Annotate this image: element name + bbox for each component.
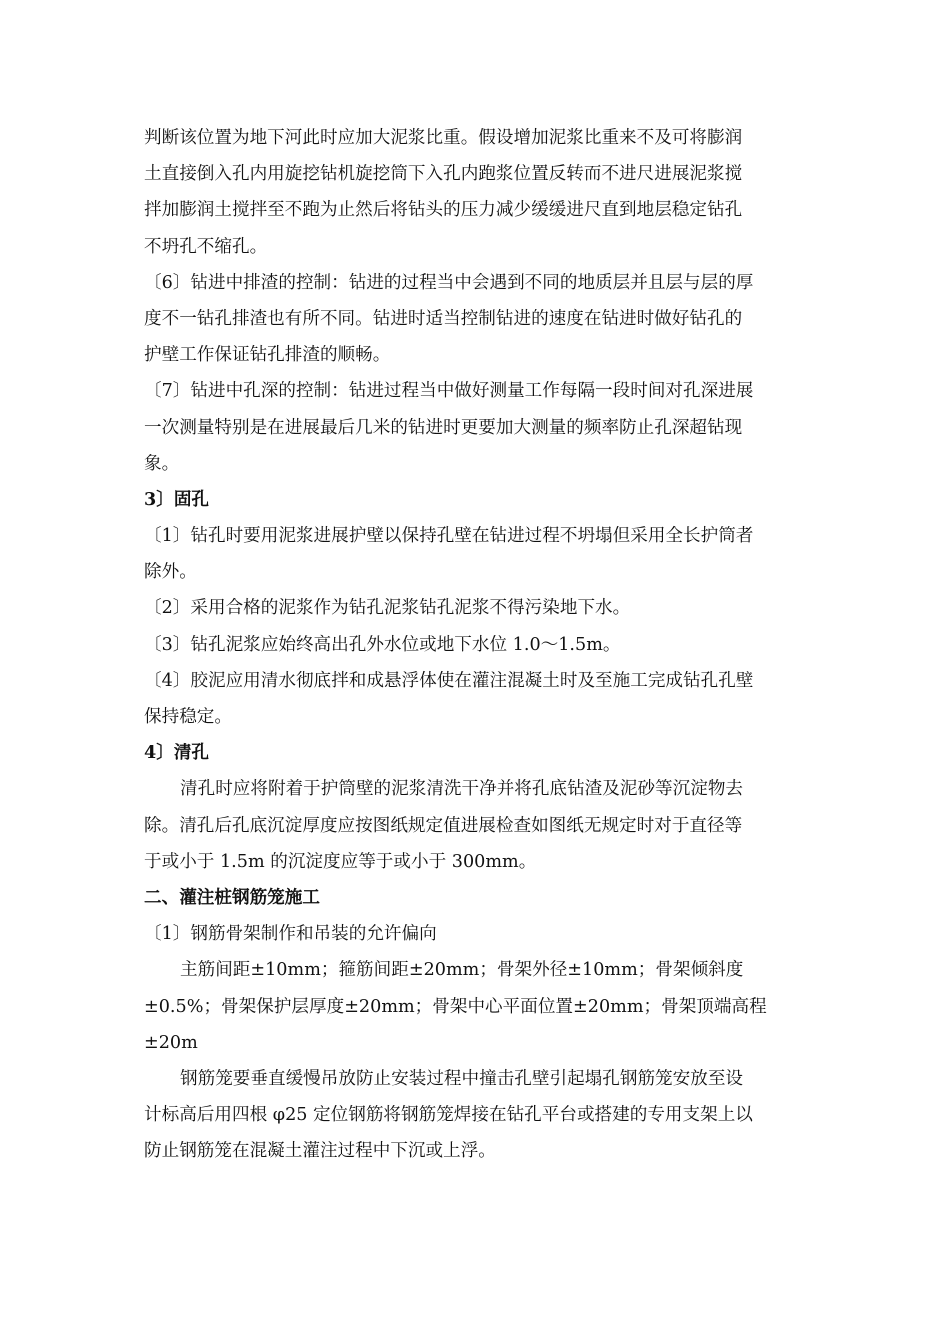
body-line: 一次测量特别是在进展最后几米的钻进时更要加大测量的频率防止孔深超钻现 — [144, 417, 743, 438]
item-6-line: 〔6〕钻进中排渣的控制：钻进的过程当中会遇到不同的地质层并且层与层的厚 — [144, 272, 754, 293]
item-4-line: 〔4〕胶泥应用清水彻底拌和成悬浮体使在灌注混凝土时及至施工完成钻孔孔壁 — [144, 670, 754, 691]
body-line: 判断该位置为地下河此时应加大泥浆比重。假设增加泥浆比重来不及可将膨润 — [144, 128, 743, 148]
body-line: 护壁工作保证钻孔排渣的顺畅。 — [144, 345, 391, 366]
body-line: ±20m — [144, 1032, 198, 1053]
body-line: 土直接倒入孔内用旋挖钻机旋挖筒下入孔内跑浆位置反转而不进尺进展泥浆搅 — [144, 164, 743, 185]
body-line: 于或小于 1.5m 的沉淀度应等于或小于 300mm。 — [144, 851, 537, 872]
item-1-line: 〔1〕钻孔时要用泥浆进展护壁以保持孔壁在钻进过程不坍塌但采用全长护筒者 — [144, 526, 754, 547]
body-line: 防止钢筋笼在混凝土灌注过程中下沉或上浮。 — [144, 1141, 496, 1162]
body-line: 象。 — [144, 453, 180, 474]
paragraph-start-line: 主筋间距±10mm；箍筋间距±20mm；骨架外径±10mm；骨架倾斜度 — [180, 960, 744, 981]
item-3-line: 〔3〕钻孔泥浆应始终高出孔外水位或地下水位 1.0～1.5m。 — [144, 634, 621, 655]
item-2-line: 〔2〕采用合格的泥浆作为钻孔泥浆钻孔泥浆不得污染地下水。 — [144, 598, 631, 619]
body-line: 拌加膨润土搅拌至不跑为止然后将钻头的压力减少缓缓进尺直到地层稳定钻孔 — [144, 200, 743, 221]
body-line: 除外。 — [144, 562, 197, 583]
body-line: ±0.5%；骨架保护层厚度±20mm；骨架中心平面位置±20mm；骨架顶端高程 — [144, 996, 767, 1017]
chapter-heading: 二、灌注桩钢筋笼施工 — [144, 886, 320, 908]
paragraph-start-line: 清孔时应将附着于护筒壁的泥浆清洗干净并将孔底钻渣及泥砂等沉淀物去 — [180, 779, 744, 800]
body-line: 保持稳定。 — [144, 707, 232, 727]
section-heading-guxiao: 3〕固孔 — [144, 488, 210, 510]
body-line: 不坍孔不缩孔。 — [144, 236, 268, 257]
body-line: 度不一钻孔排渣也有所不同。钻进时适当控制钻进的速度在钻进时做好钻孔的 — [144, 308, 743, 329]
document-body — [144, 120, 812, 1169]
item-1-line: 〔1〕钢筋骨架制作和吊装的允许偏向 — [144, 924, 437, 945]
body-line: 除。清孔后孔底沉淀厚度应按图纸规定值进展检查如图纸无规定时对于直径等 — [144, 815, 743, 836]
paragraph-start-line: 钢筋笼要垂直缓慢吊放防止安装过程中撞击孔壁引起塌孔钢筋笼安放至设 — [180, 1068, 744, 1089]
item-7-line: 〔7〕钻进中孔深的控制：钻进过程当中做好测量工作每隔一段时间对孔深进展 — [144, 381, 754, 402]
section-heading-qingkong: 4〕清孔 — [144, 742, 210, 764]
body-line: 计标高后用四根 φ25 定位钢筋将钢筋笼焊接在钻孔平台或搭建的专用支架上以 — [144, 1105, 753, 1126]
